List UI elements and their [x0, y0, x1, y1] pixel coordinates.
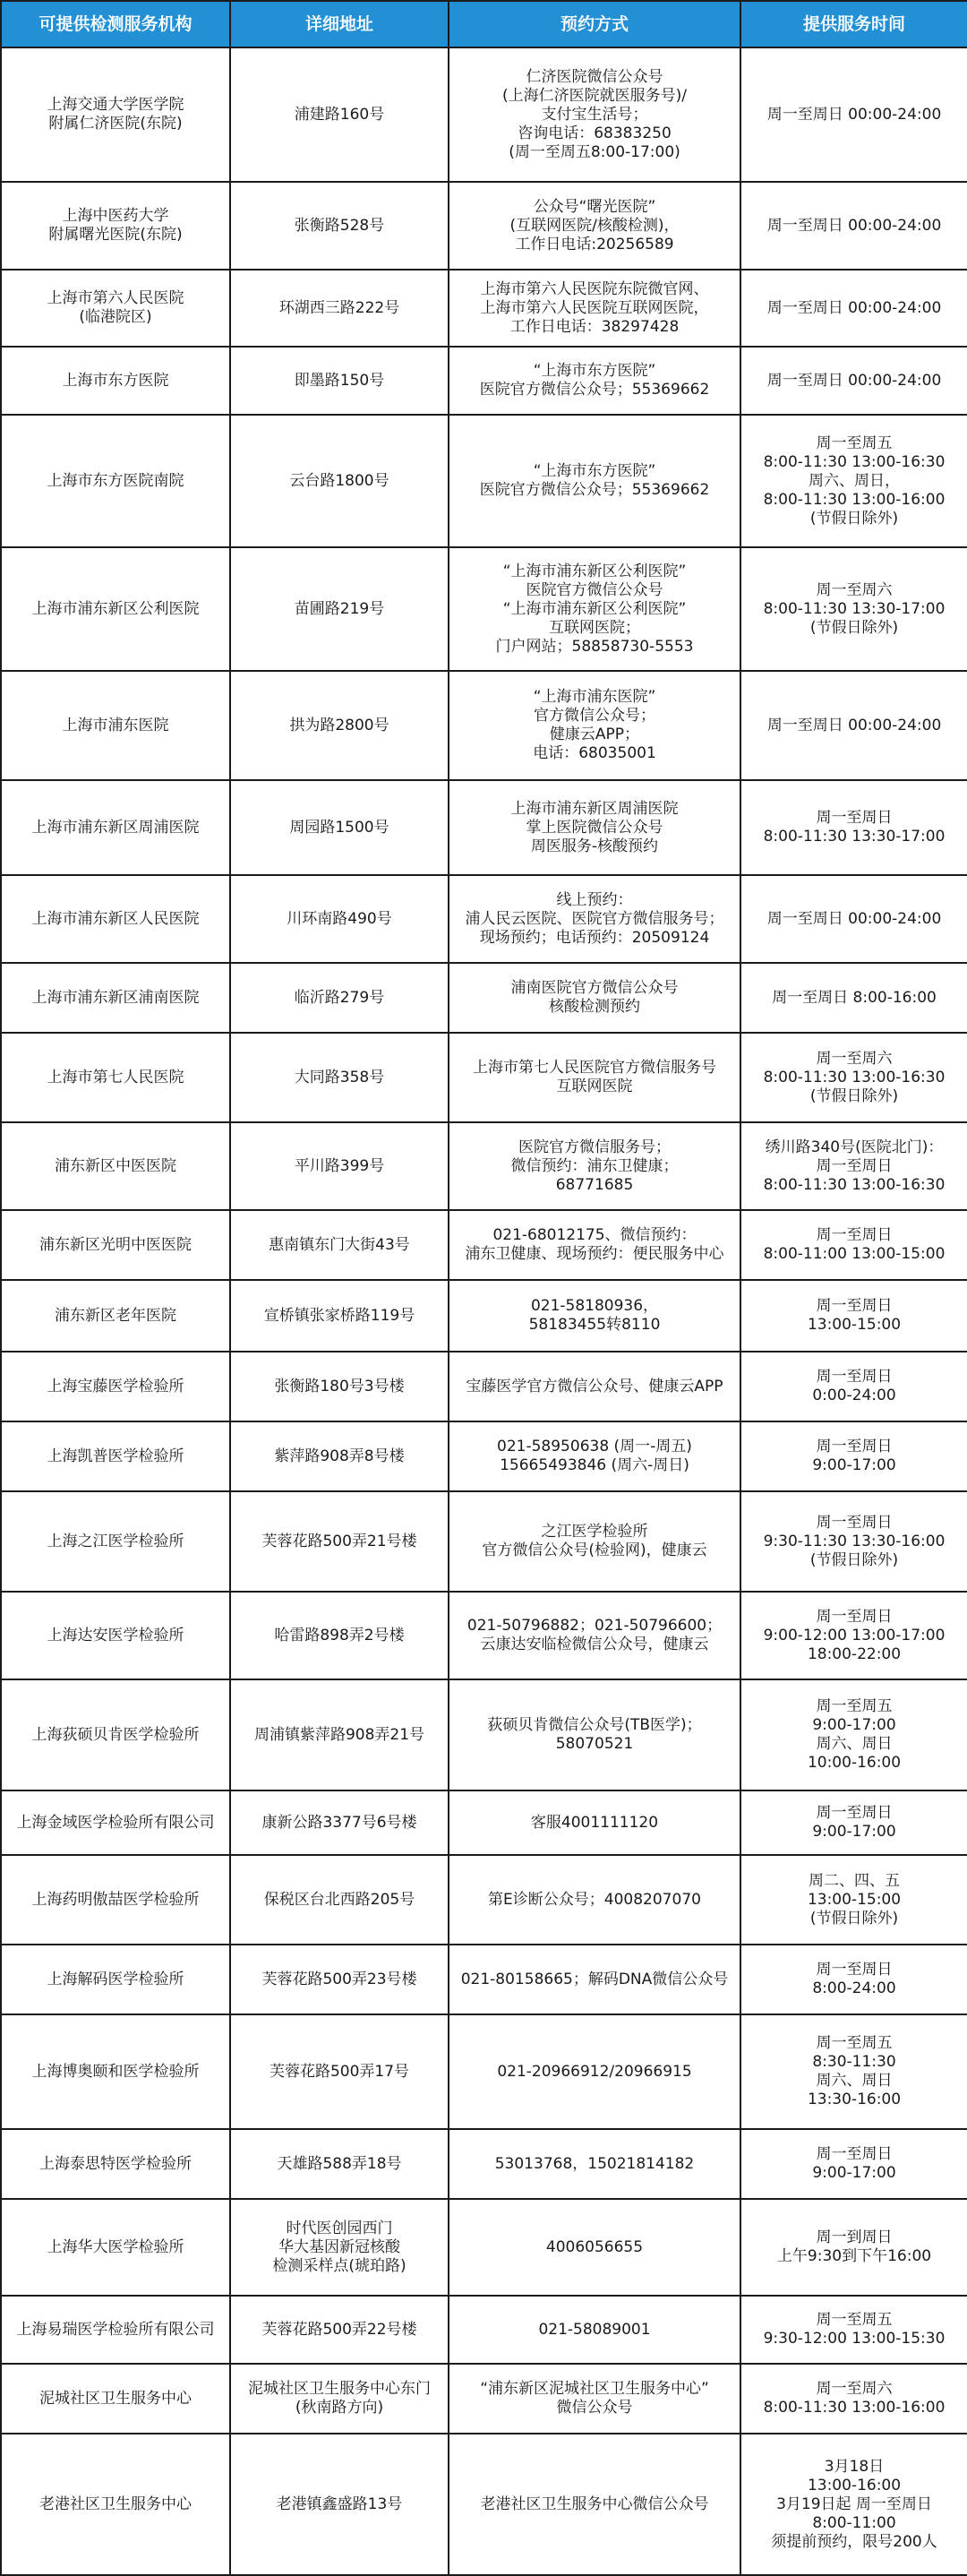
address-cell: 拱为路2800号 [230, 671, 449, 780]
booking-method-cell: 021-58180936， 58183455转8110 [449, 1280, 740, 1352]
service-hours-cell: 周一至周六 8:00-11:30 13:30-17:00 (节假日除外) [740, 547, 967, 671]
service-hours-cell: 周一至周日 00:00-24:00 [740, 182, 967, 270]
service-hours-cell: 周一至周五 8:00-11:30 13:00-16:30 周六、周日， 8:00-11:30 13:00-16:00 (节假日除外) [740, 415, 967, 547]
institution-cell: 上海解码医学检验所 [1, 1945, 230, 2014]
address-cell: 宣桥镇张家桥路119号 [230, 1280, 449, 1352]
service-hours-cell: 周一至周日 00:00-24:00 [740, 47, 967, 182]
institution-cell: 老港社区卫生服务中心 [1, 2434, 230, 2575]
booking-method-cell: 上海市第七人民医院官方微信服务号 互联网医院 [449, 1033, 740, 1122]
booking-method-cell: “上海市浦东新区公利医院” 医院官方微信公众号 “上海市浦东新区公利医院” 互联网医院； 门户网站；58858730-5553 [449, 547, 740, 671]
booking-method-cell: 之江医学检验所 官方微信公众号(检验网)，健康云 [449, 1491, 740, 1592]
service-hours-cell: 周一至周六 8:00-11:30 13:00-16:00 [740, 2364, 967, 2434]
table-row [1, 1033, 967, 1122]
booking-method-cell: 第E诊断公众号；4008207070 [449, 1855, 740, 1945]
booking-method-cell: “上海市东方医院” 医院官方微信公众号；55369662 [449, 347, 740, 415]
table-row [1, 963, 967, 1033]
table-row [1, 1122, 967, 1210]
table-row [1, 875, 967, 963]
booking-method-cell: 仁济医院微信公众号 (上海仁济医院就医服务号)/ 支付宝生活号； 咨询电话：68383250 (周一至周五8:00-17:00) [449, 47, 740, 182]
table-row [1, 347, 967, 415]
service-hours-cell: 周一至周日 13:00-15:00 [740, 1280, 967, 1352]
booking-method-cell: 021-20966912/20966915 [449, 2014, 740, 2129]
table-row [1, 2434, 967, 2575]
table-row [1, 1945, 967, 2014]
table-row [1, 415, 967, 547]
booking-method-cell: 上海市浦东新区周浦医院 掌上医院微信公众号 周医服务-核酸预约 [449, 780, 740, 875]
booking-method-cell: 021-50796882；021-50796600； 云康达安临检微信公众号，健康云 [449, 1592, 740, 1679]
table-body [1, 47, 967, 2575]
table-row [1, 671, 967, 780]
booking-method-cell: 021-80158665；解码DNA微信公众号 [449, 1945, 740, 2014]
institution-cell: 上海之江医学检验所 [1, 1491, 230, 1592]
service-hours-cell: 3月18日 13:00-16:00 3月19日起 周一至周日 8:00-11:00 须提前预约，限号200人 [740, 2434, 967, 2575]
address-cell: 芙蓉花路500弄17号 [230, 2014, 449, 2129]
service-hours-cell: 周一至周日 8:00-24:00 [740, 1945, 967, 2014]
service-hours-cell: 周一至周日 9:00-12:00 13:00-17:00 18:00-22:00 [740, 1592, 967, 1679]
table-row [1, 1210, 967, 1280]
institution-cell: 上海凯普医学检验所 [1, 1421, 230, 1491]
service-hours-cell: 周一至周五 9:30-12:00 13:00-15:30 [740, 2296, 967, 2364]
table-row [1, 1280, 967, 1352]
institution-cell: 上海市第六人民医院 (临港院区) [1, 270, 230, 347]
service-hours-cell: 周一至周日 9:00-17:00 [740, 1790, 967, 1855]
service-hours-cell: 周一至周日 0:00-24:00 [740, 1352, 967, 1421]
service-hours-cell: 周二、四、五 13:00-15:00 (节假日除外) [740, 1855, 967, 1945]
booking-method-cell: 021-68012175、微信预约： 浦东卫健康、现场预约：便民服务中心 [449, 1210, 740, 1280]
service-hours-cell: 周一到周日 上午9:30到下午16:00 [740, 2199, 967, 2296]
institution-cell: 上海达安医学检验所 [1, 1592, 230, 1679]
address-cell: 保税区台北西路205号 [230, 1855, 449, 1945]
table-row [1, 1790, 967, 1855]
service-hours-cell: 周一至周日 8:00-16:00 [740, 963, 967, 1033]
institution-cell: 浦东新区中医医院 [1, 1122, 230, 1210]
table-row [1, 1855, 967, 1945]
institution-cell: 上海市第七人民医院 [1, 1033, 230, 1122]
institution-cell: 上海药明傲喆医学检验所 [1, 1855, 230, 1945]
address-cell: 即墨路150号 [230, 347, 449, 415]
booking-method-cell: “上海市浦东医院” 官方微信公众号； 健康云APP； 电话：68035001 [449, 671, 740, 780]
institution-cell: 上海泰思特医学检验所 [1, 2129, 230, 2199]
address-cell: 惠南镇东门大街43号 [230, 1210, 449, 1280]
institution-cell: 上海易瑞医学检验所有限公司 [1, 2296, 230, 2364]
address-cell: 哈雷路898弄2号楼 [230, 1592, 449, 1679]
address-cell: 芙蓉花路500弄22号楼 [230, 2296, 449, 2364]
table-row [1, 1592, 967, 1679]
service-hours-cell: 绣川路340号(医院北门)： 周一至周日 8:00-11:30 13:00-16:30 [740, 1122, 967, 1210]
address-cell: 大同路358号 [230, 1033, 449, 1122]
table-row [1, 47, 967, 182]
booking-method-cell: 53013768，15021814182 [449, 2129, 740, 2199]
table-row [1, 2129, 967, 2199]
booking-method-cell: 021-58950638 (周一-周五) 15665493846 (周六-周日) [449, 1421, 740, 1491]
booking-method-cell: 荻硕贝肯微信公众号(TB医学)； 58070521 [449, 1679, 740, 1790]
booking-method-cell: 上海市第六人民医院东院微官网、 上海市第六人民医院互联网医院， 工作日电话：38297428 [449, 270, 740, 347]
table-row [1, 1679, 967, 1790]
booking-method-cell: 客服4001111120 [449, 1790, 740, 1855]
service-hours-cell: 周一至周日 9:30-11:30 13:30-16:00 (节假日除外) [740, 1491, 967, 1592]
address-cell: 泥城社区卫生服务中心东门 (秋南路方向) [230, 2364, 449, 2434]
address-cell: 周园路1500号 [230, 780, 449, 875]
institution-cell: 上海宝藤医学检验所 [1, 1352, 230, 1421]
table-row [1, 1352, 967, 1421]
booking-method-cell: 021-58089001 [449, 2296, 740, 2364]
address-cell: 川环南路490号 [230, 875, 449, 963]
institution-cell: 上海市浦东新区浦南医院 [1, 963, 230, 1033]
address-cell: 临沂路279号 [230, 963, 449, 1033]
booking-method-cell: 浦南医院官方微信公众号 核酸检测预约 [449, 963, 740, 1033]
address-cell: 浦建路160号 [230, 47, 449, 182]
address-cell: 芙蓉花路500弄21号楼 [230, 1491, 449, 1592]
service-hours-cell: 周一至周日 9:00-17:00 [740, 1421, 967, 1491]
service-hours-cell: 周一至周日 8:00-11:30 13:30-17:00 [740, 780, 967, 875]
institution-cell: 浦东新区光明中医医院 [1, 1210, 230, 1280]
header-row [1, 1, 967, 47]
institution-cell: 上海交通大学医学院 附属仁济医院(东院) [1, 47, 230, 182]
booking-method-cell: “上海市东方医院” 医院官方微信公众号；55369662 [449, 415, 740, 547]
address-cell: 苗圃路219号 [230, 547, 449, 671]
address-cell: 环湖西三路222号 [230, 270, 449, 347]
table-row [1, 2014, 967, 2129]
address-cell: 时代医创园西门 华大基因新冠核酸 检测采样点(琥珀路) [230, 2199, 449, 2296]
booking-method-cell: “浦东新区泥城社区卫生服务中心” 微信公众号 [449, 2364, 740, 2434]
service-hours-cell: 周一至周日 00:00-24:00 [740, 875, 967, 963]
institution-cell: 上海市浦东新区周浦医院 [1, 780, 230, 875]
service-hours-cell: 周一至周日 00:00-24:00 [740, 347, 967, 415]
header-institution: 可提供检测服务机构 [1, 1, 230, 47]
booking-method-cell: 医院官方微信服务号； 微信预约：浦东卫健康； 68771685 [449, 1122, 740, 1210]
booking-method-cell: 4006056655 [449, 2199, 740, 2296]
service-hours-cell: 周一至周日 00:00-24:00 [740, 671, 967, 780]
institution-cell: 上海市浦东医院 [1, 671, 230, 780]
table-row [1, 547, 967, 671]
address-cell: 紫萍路908弄8号楼 [230, 1421, 449, 1491]
service-hours-cell: 周一至周日 9:00-17:00 [740, 2129, 967, 2199]
institution-cell: 上海中医药大学 附属曙光医院(东院) [1, 182, 230, 270]
table-row [1, 2296, 967, 2364]
header-address: 详细地址 [230, 1, 449, 47]
institution-cell: 上海荻硕贝肯医学检验所 [1, 1679, 230, 1790]
header-service-hours: 提供服务时间 [740, 1, 967, 47]
service-hours-cell: 周一至周日 00:00-24:00 [740, 270, 967, 347]
institution-cell: 上海市浦东新区人民医院 [1, 875, 230, 963]
service-hours-cell: 周一至周日 8:00-11:00 13:00-15:00 [740, 1210, 967, 1280]
table-row [1, 780, 967, 875]
service-hours-cell: 周一至周五 8:30-11:30 周六、周日 13:30-16:00 [740, 2014, 967, 2129]
booking-method-cell: 公众号“曙光医院” (互联网医院/核酸检测)， 工作日电话:20256589 [449, 182, 740, 270]
service-hours-cell: 周一至周五 9:00-17:00 周六、周日 10:00-16:00 [740, 1679, 967, 1790]
address-cell: 康新公路3377号6号楼 [230, 1790, 449, 1855]
header-booking-method: 预约方式 [449, 1, 740, 47]
table-row [1, 2364, 967, 2434]
address-cell: 张衡路528号 [230, 182, 449, 270]
address-cell: 天雄路588弄18号 [230, 2129, 449, 2199]
booking-method-cell: 老港社区卫生服务中心微信公众号 [449, 2434, 740, 2575]
table-row [1, 182, 967, 270]
table-row [1, 270, 967, 347]
institution-cell: 上海市东方医院南院 [1, 415, 230, 547]
institution-cell: 上海市东方医院 [1, 347, 230, 415]
address-cell: 老港镇鑫盛路13号 [230, 2434, 449, 2575]
booking-method-cell: 宝藤医学官方微信公众号、健康云APP [449, 1352, 740, 1421]
institution-cell: 浦东新区老年医院 [1, 1280, 230, 1352]
institution-cell: 泥城社区卫生服务中心 [1, 2364, 230, 2434]
table-row [1, 2199, 967, 2296]
institution-cell: 上海华大医学检验所 [1, 2199, 230, 2296]
service-hours-cell: 周一至周六 8:00-11:30 13:00-16:30 (节假日除外) [740, 1033, 967, 1122]
table-row [1, 1421, 967, 1491]
address-cell: 云台路1800号 [230, 415, 449, 547]
address-cell: 张衡路180号3号楼 [230, 1352, 449, 1421]
institution-cell: 上海博奥颐和医学检验所 [1, 2014, 230, 2129]
address-cell: 平川路399号 [230, 1122, 449, 1210]
address-cell: 芙蓉花路500弄23号楼 [230, 1945, 449, 2014]
booking-method-cell: 线上预约： 浦人民云医院、医院官方微信服务号； 现场预约；电话预约：20509124 [449, 875, 740, 963]
institution-cell: 上海金域医学检验所有限公司 [1, 1790, 230, 1855]
address-cell: 周浦镇紫萍路908弄21号 [230, 1679, 449, 1790]
table-row [1, 1491, 967, 1592]
institution-cell: 上海市浦东新区公利医院 [1, 547, 230, 671]
